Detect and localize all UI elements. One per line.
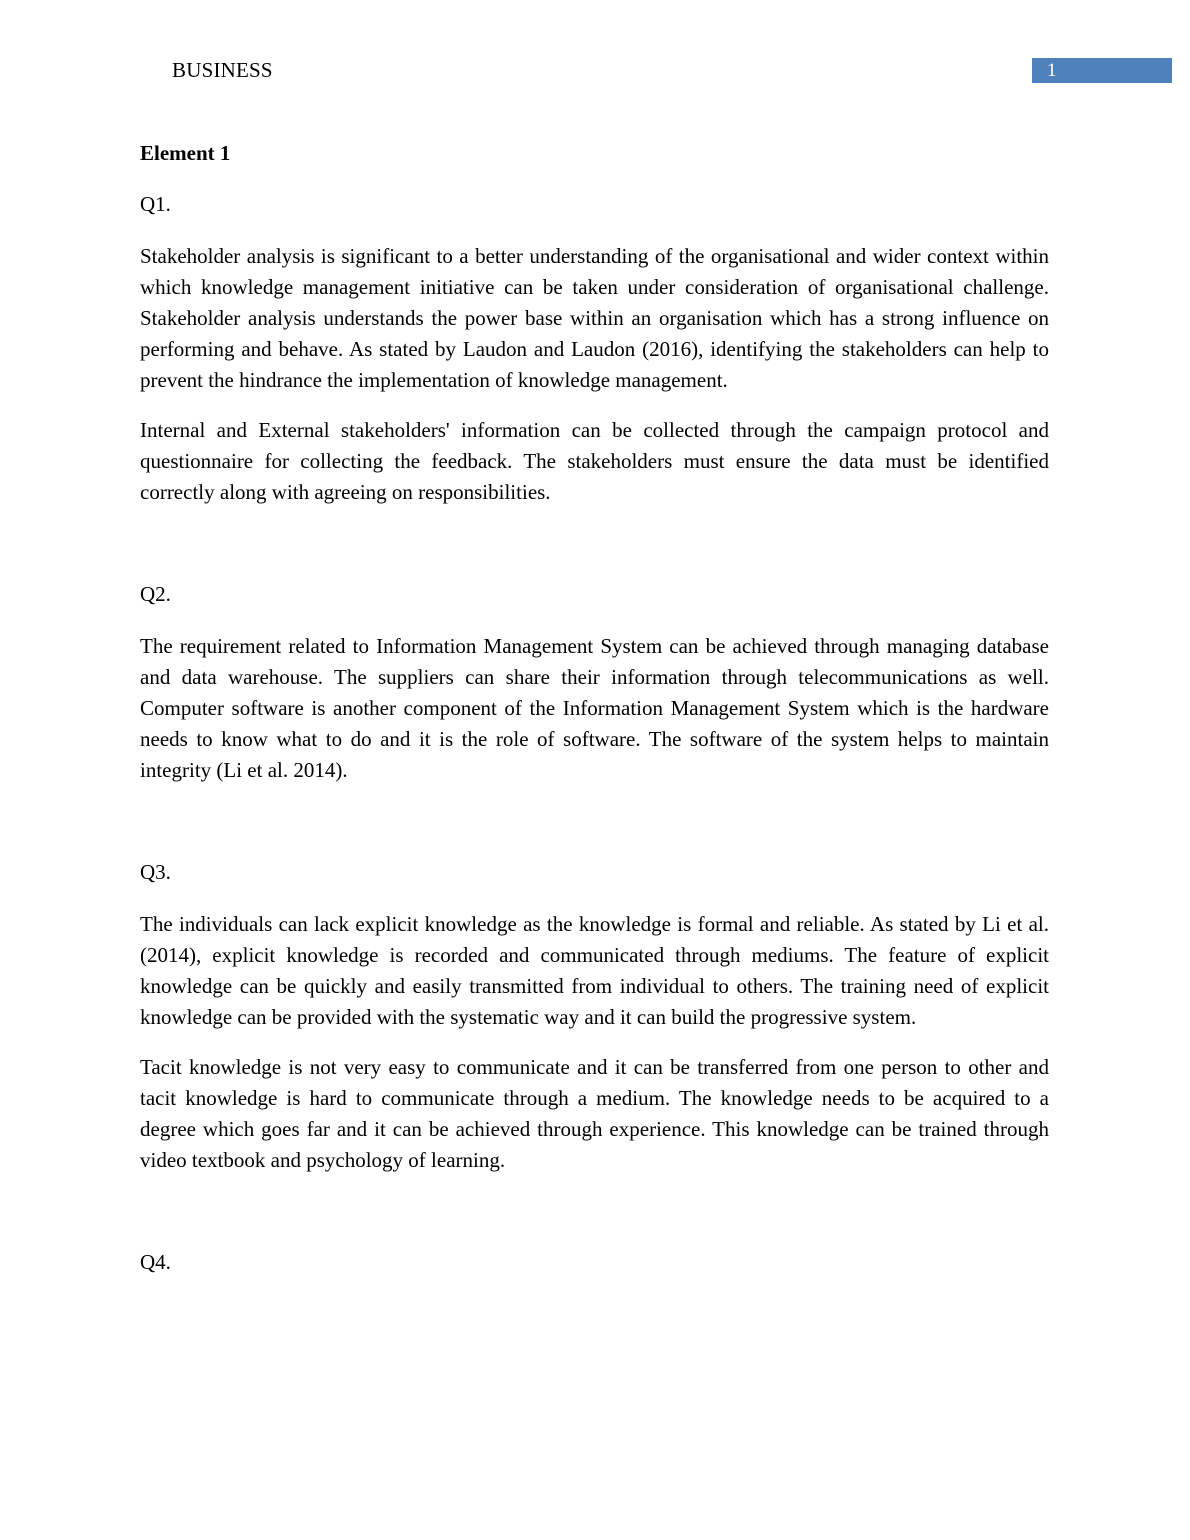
page-number-badge xyxy=(1032,58,1172,83)
paragraph: Tacit knowledge is not very easy to communicate and it can be transferred from one person to other and tacit knowledge is hard to communicate through a medium. The knowledge needs to be acquired to a degree which goes far and it can be achieved through experience. This knowledge can be trained through video textbook and psychology of learning. xyxy=(140,1055,1049,1172)
question-label-q4: Q4. xyxy=(140,1250,171,1274)
spacer xyxy=(140,1195,1049,1248)
spacer xyxy=(140,805,1049,858)
paragraph: The individuals can lack explicit knowledge as the knowledge is formal and reliable. As stated by Li et al. (2014), explicit knowledge is recorded and communicated through mediums. The feature of explicit knowledge can be quickly and easily transmitted from individual to others. The training need of explicit knowledge can be provided with the systematic way and it can build the progressive system. xyxy=(140,912,1049,1029)
spacer xyxy=(140,527,1049,580)
paragraph: Stakeholder analysis is significant to a better understanding of the organisational and wider context within which knowledge management initiative can be taken under consideration of organisational challenge. Stakeholder analysis understands the power base within an organisation which has a strong influence on performing and behave. As stated by Laudon and Laudon (2016), identifying the stakeholders can help to prevent the hindrance the implementation of knowledge management. xyxy=(140,244,1049,392)
section-heading: Element 1 xyxy=(140,141,231,165)
paragraph: Internal and External stakeholders' information can be collected through the campaign protocol and questionnaire for collecting the feedback. The stakeholders must ensure the data must be identified correctly along with agreeing on responsibilities. xyxy=(140,418,1049,504)
paragraph: The requirement related to Information Management System can be achieved through managing database and data warehouse. The suppliers can share their information through telecommunications as well. Computer software is another component of the Information Management System which is the hardware needs to know what to do and it is the role of software. The software of the system helps to maintain integrity (Li et al. 2014). xyxy=(140,634,1049,782)
question-label-q2: Q2. xyxy=(140,582,171,606)
page-number: 1 xyxy=(1047,60,1057,81)
document-body xyxy=(140,139,1049,1299)
question-label-q3: Q3. xyxy=(140,860,171,884)
question-label-q1: Q1. xyxy=(140,192,171,216)
header-title: BUSINESS xyxy=(172,58,273,82)
